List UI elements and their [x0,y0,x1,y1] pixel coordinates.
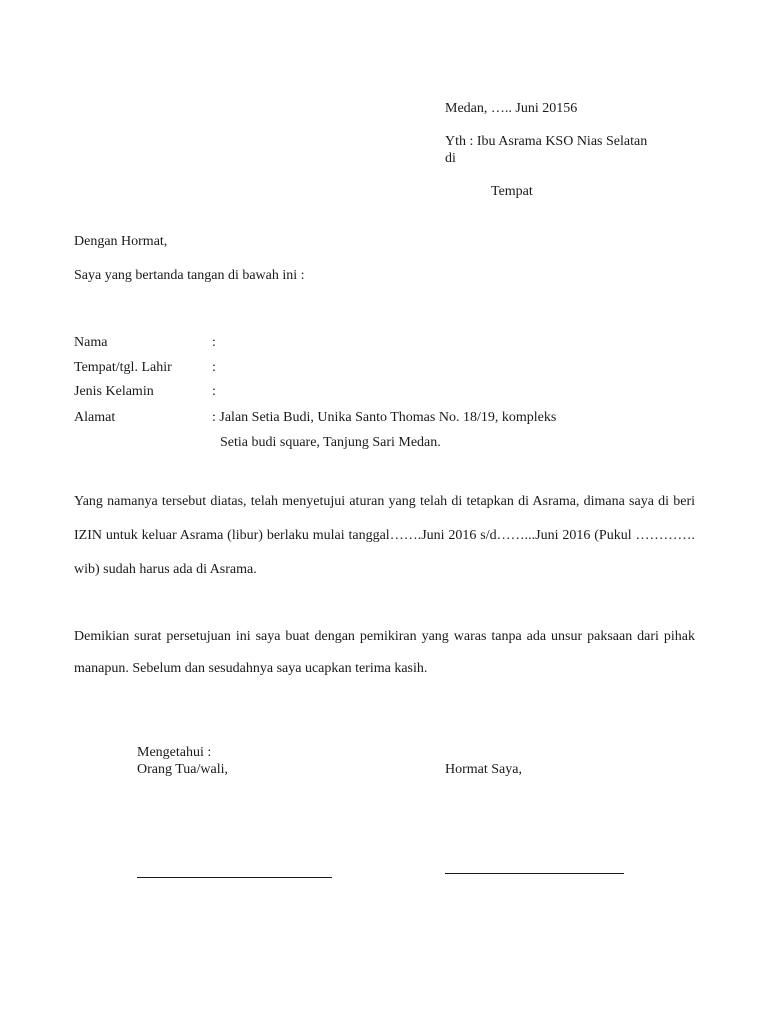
field-value: : [212,360,216,375]
address-continuation: Setia budi square, Tanjung Sari Medan. [220,435,441,450]
signature-right-line [445,873,624,874]
salutation: Dengan Hormat, [74,234,168,249]
field-label: Jenis Kelamin [74,384,154,399]
field-value: : [212,335,216,350]
signature-left-heading: Mengetahui : [137,745,212,760]
signature-left-role: Orang Tua/wali, [137,762,228,777]
signature-right-role: Hormat Saya, [445,762,522,777]
recipient-place: Tempat [491,184,533,199]
field-label: Tempat/tgl. Lahir [74,360,172,375]
recipient-di: di [445,151,456,166]
field-value: : [212,384,216,399]
paragraph-permission: Yang namanya tersebut diatas, telah menyetujui aturan yang telah di tetapkan di Asrama, dimana saya di beri IZIN untuk keluar Asrama (libur) berlaku mulai tanggal…….Juni 2016 s/d……...Juni 2016 (Pukul …………. wib) sudah harus ada di Asrama. [74,494,695,577]
paragraph-closing: Demikian surat persetujuan ini saya buat dengan pemikiran yang waras tanpa ada unsur paksaan dari pihak manapun. Sebelum dan sesudahnya saya ucapkan terima kasih. [74,629,695,676]
place-date: Medan, ….. Juni 20156 [445,101,578,116]
field-label: Alamat [74,410,116,425]
field-label: Nama [74,335,108,350]
recipient-line: Yth : Ibu Asrama KSO Nias Selatan [445,134,648,149]
intro-text: Saya yang bertanda tangan di bawah ini : [74,268,305,283]
signature-left-line [137,877,332,878]
field-value: : Jalan Setia Budi, Unika Santo Thomas No. 18/19, kompleks [212,410,557,425]
